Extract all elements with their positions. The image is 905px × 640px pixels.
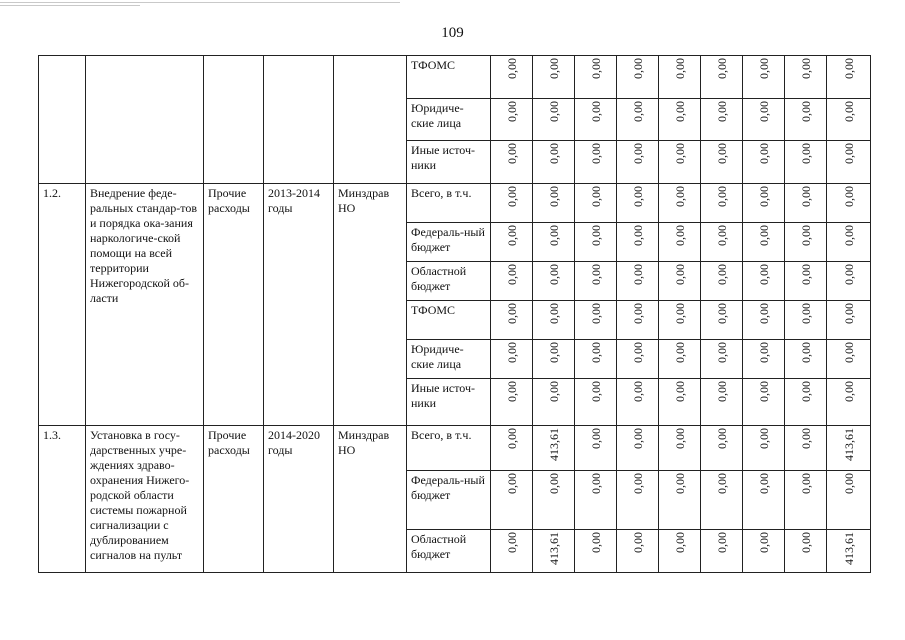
value-cell	[785, 261, 827, 300]
value-cell	[701, 340, 743, 379]
page-number: 109	[441, 25, 464, 41]
value-cell	[701, 183, 743, 222]
value-text: 0,00	[672, 101, 687, 123]
value-text: 0,00	[798, 58, 813, 79]
value-cell	[533, 261, 575, 300]
value-text: 0,00	[546, 472, 561, 494]
value-cell	[533, 183, 575, 222]
value-text: 413,61	[841, 427, 856, 461]
value-cell	[743, 141, 785, 183]
item-number: 1.2.	[39, 183, 86, 425]
value-cell	[491, 425, 533, 470]
value-cell	[785, 301, 827, 340]
period	[264, 56, 334, 184]
value-text: 0,00	[504, 185, 519, 207]
value-text: 0,00	[756, 263, 771, 285]
value-cell	[659, 379, 701, 425]
value-cell	[617, 470, 659, 529]
value-text: 0,00	[841, 342, 856, 364]
item-name: Установка в госу-дарственных учре-ждениях здраво-охранения Нижего-родской области системы пожарной сигнализации с дублированием сигналов на пульт	[86, 425, 204, 572]
value-text: 0,00	[546, 303, 561, 325]
value-cell	[785, 340, 827, 379]
value-text: 0,00	[546, 224, 561, 246]
value-cell	[533, 56, 575, 99]
value-cell	[785, 183, 827, 222]
value-cell	[743, 379, 785, 425]
value-text: 0,00	[546, 143, 561, 165]
value-cell	[827, 379, 871, 425]
value-text: 0,00	[714, 342, 729, 364]
value-text: 0,00	[672, 531, 687, 553]
period: 2013-2014 годы	[264, 183, 334, 425]
funding-source: Иные источ-ники	[407, 141, 491, 183]
value-text: 0,00	[714, 263, 729, 285]
value-text: 0,00	[504, 342, 519, 364]
value-cell	[491, 529, 533, 572]
value-cell	[575, 379, 617, 425]
value-cell	[491, 99, 533, 141]
value-cell	[491, 470, 533, 529]
value-text: 0,00	[714, 531, 729, 553]
value-cell	[785, 529, 827, 572]
value-text: 0,00	[756, 143, 771, 165]
value-text: 0,00	[672, 381, 687, 403]
budget-table	[38, 55, 871, 573]
value-text: 0,00	[756, 303, 771, 325]
value-cell	[491, 183, 533, 222]
value-cell	[491, 222, 533, 261]
value-text: 0,00	[630, 224, 645, 246]
value-text: 0,00	[798, 185, 813, 207]
value-cell	[575, 141, 617, 183]
value-cell	[659, 183, 701, 222]
value-text: 0,00	[714, 143, 729, 165]
value-text: 0,00	[546, 381, 561, 403]
executor: Минздрав НО	[334, 425, 407, 572]
value-cell	[533, 141, 575, 183]
value-cell	[617, 425, 659, 470]
value-cell	[617, 379, 659, 425]
value-cell	[575, 470, 617, 529]
value-text: 0,00	[756, 472, 771, 494]
value-cell	[491, 141, 533, 183]
value-text: 0,00	[672, 143, 687, 165]
value-cell	[743, 425, 785, 470]
value-text: 0,00	[841, 58, 856, 79]
value-cell	[617, 141, 659, 183]
value-cell	[659, 56, 701, 99]
value-text: 0,00	[756, 381, 771, 403]
value-text: 0,00	[714, 381, 729, 403]
value-text: 0,00	[630, 143, 645, 165]
funding-source: Иные источ-ники	[407, 379, 491, 425]
value-text: 0,00	[546, 101, 561, 123]
value-cell	[659, 425, 701, 470]
value-text: 0,00	[504, 427, 519, 449]
value-cell	[659, 340, 701, 379]
value-cell	[659, 141, 701, 183]
value-text: 0,00	[798, 472, 813, 494]
value-cell	[659, 222, 701, 261]
value-cell	[701, 425, 743, 470]
value-text: 0,00	[798, 263, 813, 285]
value-text: 0,00	[798, 224, 813, 246]
value-cell	[701, 379, 743, 425]
value-text: 0,00	[588, 224, 603, 246]
value-text: 0,00	[588, 101, 603, 123]
value-text: 0,00	[714, 185, 729, 207]
value-text: 413,61	[546, 427, 561, 461]
value-text: 0,00	[756, 185, 771, 207]
value-text: 0,00	[588, 381, 603, 403]
value-cell	[827, 183, 871, 222]
value-text: 0,00	[798, 342, 813, 364]
value-cell	[533, 425, 575, 470]
value-text: 0,00	[714, 58, 729, 79]
value-cell	[701, 261, 743, 300]
funding-source: Федераль-ный бюджет	[407, 222, 491, 261]
value-cell	[785, 141, 827, 183]
value-cell	[743, 470, 785, 529]
value-cell	[785, 470, 827, 529]
value-cell	[827, 222, 871, 261]
value-cell	[743, 183, 785, 222]
value-text: 0,00	[588, 342, 603, 364]
value-text: 0,00	[630, 342, 645, 364]
funding-source: Юридиче-ские лица	[407, 99, 491, 141]
value-text: 0,00	[756, 342, 771, 364]
value-text: 413,61	[546, 531, 561, 565]
value-text: 0,00	[841, 263, 856, 285]
value-text: 0,00	[630, 58, 645, 79]
value-text: 0,00	[588, 263, 603, 285]
value-text: 0,00	[630, 101, 645, 123]
value-text: 0,00	[546, 58, 561, 79]
value-text: 0,00	[588, 143, 603, 165]
value-cell	[701, 529, 743, 572]
value-cell	[575, 261, 617, 300]
value-text: 0,00	[672, 342, 687, 364]
value-cell	[785, 222, 827, 261]
value-cell	[659, 301, 701, 340]
value-cell	[659, 529, 701, 572]
value-cell	[491, 261, 533, 300]
value-text: 0,00	[588, 531, 603, 553]
value-cell	[575, 340, 617, 379]
value-text: 0,00	[841, 143, 856, 165]
value-text: 0,00	[630, 263, 645, 285]
value-cell	[617, 340, 659, 379]
value-text: 0,00	[714, 101, 729, 123]
funding-source: Областной бюджет	[407, 261, 491, 300]
value-text: 0,00	[546, 342, 561, 364]
item-number	[39, 56, 86, 184]
value-text: 0,00	[504, 472, 519, 494]
value-cell	[659, 99, 701, 141]
value-text: 0,00	[546, 263, 561, 285]
funding-source: Федераль-ный бюджет	[407, 470, 491, 529]
value-cell	[743, 261, 785, 300]
value-text: 413,61	[841, 531, 856, 565]
value-text: 0,00	[798, 381, 813, 403]
funding-source: ТФОМС	[407, 56, 491, 99]
value-cell	[533, 99, 575, 141]
value-text: 0,00	[798, 143, 813, 165]
table-row	[39, 56, 871, 99]
value-cell	[491, 379, 533, 425]
value-cell	[617, 99, 659, 141]
value-cell	[827, 99, 871, 141]
funding-source: Областной бюджет	[407, 529, 491, 572]
executor: Минздрав НО	[334, 183, 407, 425]
funding-source: Всего, в т.ч.	[407, 183, 491, 222]
value-cell	[785, 99, 827, 141]
value-text: 0,00	[588, 58, 603, 79]
value-text: 0,00	[630, 531, 645, 553]
value-text: 0,00	[798, 101, 813, 123]
value-text: 0,00	[756, 58, 771, 79]
value-cell	[701, 141, 743, 183]
value-text: 0,00	[841, 224, 856, 246]
value-text: 0,00	[841, 472, 856, 494]
value-cell	[617, 222, 659, 261]
value-cell	[701, 56, 743, 99]
table-body	[39, 56, 871, 573]
value-text: 0,00	[841, 185, 856, 207]
value-text: 0,00	[630, 472, 645, 494]
funding-source: ТФОМС	[407, 301, 491, 340]
value-cell	[743, 222, 785, 261]
value-text: 0,00	[630, 427, 645, 449]
value-cell	[617, 261, 659, 300]
value-text: 0,00	[588, 427, 603, 449]
value-text: 0,00	[714, 472, 729, 494]
value-cell	[617, 183, 659, 222]
item-name: Внедрение феде-ральных стандар-тов и порядка ока-зания наркологиче-ской помощи на всей территории Нижегородской об-ласти	[86, 183, 204, 425]
value-cell	[785, 379, 827, 425]
expense-type: Прочие расходы	[204, 183, 264, 425]
value-text: 0,00	[504, 303, 519, 325]
value-text: 0,00	[588, 303, 603, 325]
value-cell	[827, 261, 871, 300]
value-cell	[575, 425, 617, 470]
value-text: 0,00	[798, 531, 813, 553]
value-text: 0,00	[672, 58, 687, 79]
value-text: 0,00	[630, 185, 645, 207]
value-cell	[827, 425, 871, 470]
executor	[334, 56, 407, 184]
value-cell	[743, 301, 785, 340]
value-text: 0,00	[630, 381, 645, 403]
value-cell	[575, 222, 617, 261]
item-number: 1.3.	[39, 425, 86, 572]
value-cell	[659, 470, 701, 529]
value-text: 0,00	[630, 303, 645, 325]
value-text: 0,00	[798, 427, 813, 449]
value-text: 0,00	[672, 263, 687, 285]
value-text: 0,00	[504, 381, 519, 403]
value-text: 0,00	[504, 101, 519, 123]
scan-artifact-line	[0, 5, 140, 6]
value-text: 0,00	[588, 472, 603, 494]
value-text: 0,00	[672, 185, 687, 207]
value-cell	[533, 340, 575, 379]
value-text: 0,00	[798, 303, 813, 325]
value-cell	[701, 470, 743, 529]
value-cell	[743, 340, 785, 379]
value-cell	[533, 379, 575, 425]
value-cell	[659, 261, 701, 300]
value-cell	[491, 340, 533, 379]
value-cell	[827, 56, 871, 99]
value-text: 0,00	[588, 185, 603, 207]
value-text: 0,00	[714, 427, 729, 449]
value-text: 0,00	[672, 427, 687, 449]
value-cell	[533, 470, 575, 529]
value-cell	[533, 529, 575, 572]
value-text: 0,00	[756, 427, 771, 449]
value-cell	[701, 301, 743, 340]
value-cell	[743, 56, 785, 99]
scan-artifact-line	[0, 2, 400, 3]
funding-source: Всего, в т.ч.	[407, 425, 491, 470]
value-text: 0,00	[504, 58, 519, 79]
value-cell	[785, 425, 827, 470]
value-cell	[533, 222, 575, 261]
value-text: 0,00	[672, 224, 687, 246]
table-row	[39, 425, 871, 470]
value-text: 0,00	[841, 101, 856, 123]
value-cell	[827, 470, 871, 529]
value-cell	[827, 301, 871, 340]
value-cell	[575, 56, 617, 99]
value-cell	[617, 529, 659, 572]
value-text: 0,00	[504, 224, 519, 246]
funding-source: Юридиче-ские лица	[407, 340, 491, 379]
value-cell	[701, 222, 743, 261]
value-cell	[575, 99, 617, 141]
value-text: 0,00	[504, 263, 519, 285]
value-cell	[701, 99, 743, 141]
value-cell	[827, 141, 871, 183]
value-cell	[575, 529, 617, 572]
value-text: 0,00	[672, 303, 687, 325]
value-cell	[743, 529, 785, 572]
value-text: 0,00	[841, 381, 856, 403]
table-row	[39, 183, 871, 222]
value-text: 0,00	[756, 101, 771, 123]
value-text: 0,00	[546, 185, 561, 207]
value-cell	[491, 301, 533, 340]
value-text: 0,00	[504, 143, 519, 165]
expense-type: Прочие расходы	[204, 425, 264, 572]
value-cell	[617, 301, 659, 340]
value-cell	[617, 56, 659, 99]
value-cell	[827, 340, 871, 379]
value-text: 0,00	[756, 531, 771, 553]
value-cell	[827, 529, 871, 572]
value-text: 0,00	[841, 303, 856, 325]
value-text: 0,00	[756, 224, 771, 246]
value-text: 0,00	[504, 531, 519, 553]
value-text: 0,00	[672, 472, 687, 494]
value-cell	[575, 301, 617, 340]
value-cell	[743, 99, 785, 141]
value-cell	[575, 183, 617, 222]
period: 2014-2020 годы	[264, 425, 334, 572]
value-cell	[785, 56, 827, 99]
value-cell	[491, 56, 533, 99]
value-text: 0,00	[714, 224, 729, 246]
expense-type	[204, 56, 264, 184]
value-text: 0,00	[714, 303, 729, 325]
value-cell	[533, 301, 575, 340]
item-name	[86, 56, 204, 184]
